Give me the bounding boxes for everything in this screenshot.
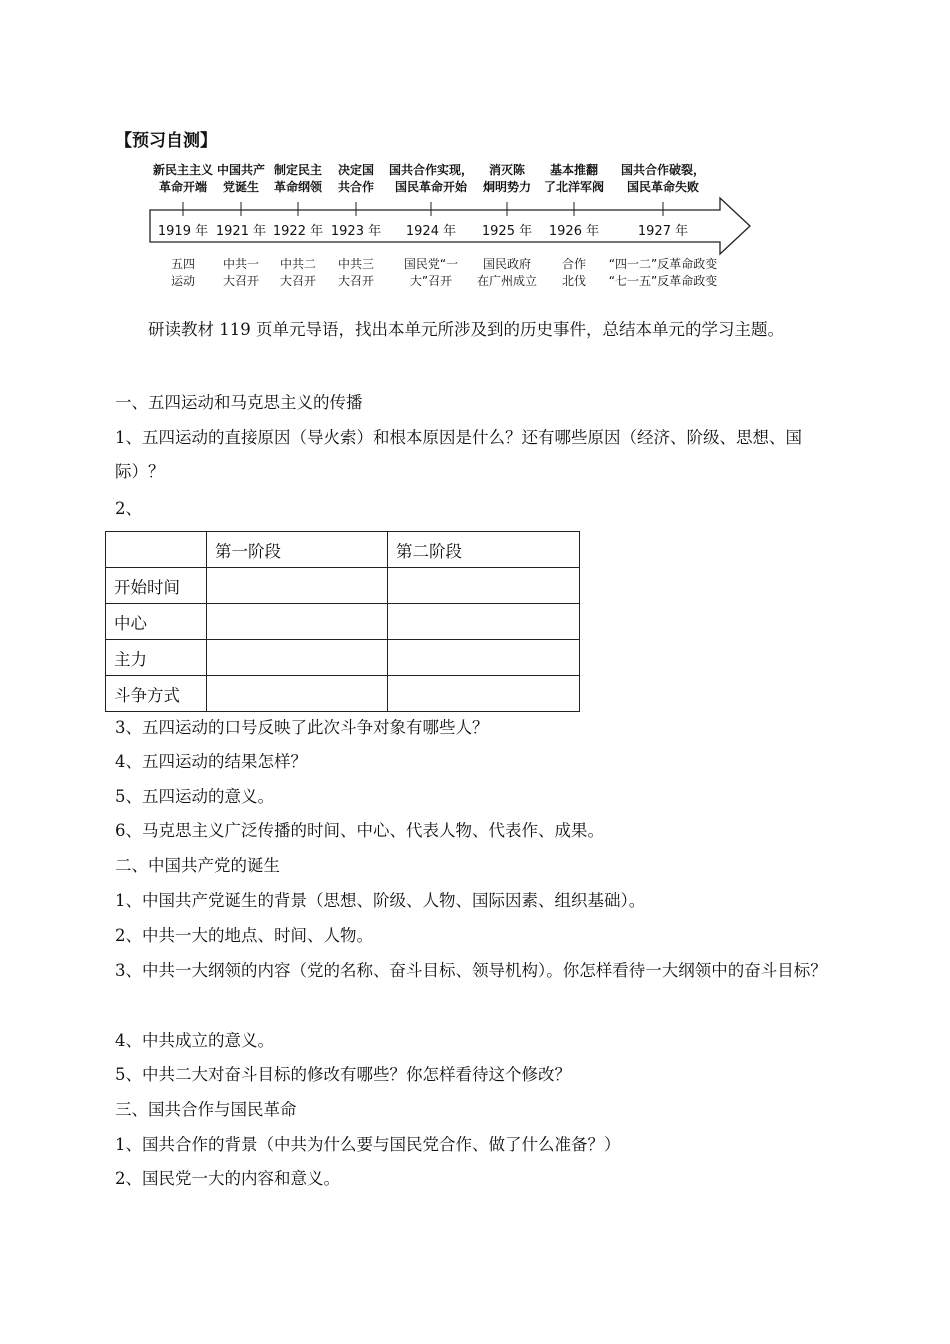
table-cell[interactable]	[207, 640, 388, 676]
section1-title: 一、五四运动和马克思主义的传播	[115, 393, 363, 412]
table-cell[interactable]	[388, 676, 580, 712]
table-cell[interactable]	[388, 568, 580, 604]
section1-question-1: 1、五四运动的直接原因（导火索）和根本原因是什么？还有哪些原因（经济、阶级、思想、国际）？	[115, 428, 802, 481]
timeline-event-bottom: 中共二 大召开	[279, 257, 317, 288]
section2-question-1: 1、中国共产党诞生的背景（思想、阶级、人物、国际因素、组织基础）。	[115, 891, 646, 910]
section2-title: 二、中国共产党的诞生	[115, 856, 280, 875]
timeline-event-bottom: 中共一 大召开	[222, 257, 260, 288]
section2-question-2: 2、中共一大的地点、时间、人物。	[115, 926, 373, 945]
section1-question-5: 5、五四运动的意义。	[115, 787, 274, 806]
timeline-event-top: 消灭陈 炯明势力	[482, 163, 532, 194]
section3-question-2: 2、国民党一大的内容和意义。	[115, 1169, 340, 1188]
timeline-figure	[140, 158, 760, 290]
table-row	[106, 640, 580, 676]
section1-question-6: 6、马克思主义广泛传播的时间、中心、代表人物、代表作、成果。	[115, 821, 604, 840]
table-cell[interactable]	[207, 676, 388, 712]
table-cell[interactable]	[388, 640, 580, 676]
timeline-event-top: 国共合作破裂， 国民革命失败	[620, 163, 706, 194]
timeline-event-bottom: “四一二”反革命政变 “七一五”反革命政变	[608, 257, 718, 288]
table-row	[106, 676, 580, 712]
timeline-year: 1919 年	[157, 224, 209, 239]
timeline-year: 1926 年	[548, 224, 600, 239]
table-row-label: 主力	[106, 640, 207, 676]
timeline-event-top: 中国共产 党诞生	[216, 163, 266, 194]
table-row	[106, 568, 580, 604]
timeline-year: 1922 年	[272, 224, 324, 239]
section1-question-3: 3、五四运动的口号反映了此次斗争对象有哪些人？	[115, 718, 489, 737]
timeline-event-top: 国共合作实现， 国民革命开始	[388, 163, 474, 194]
timeline-event-bottom: 国民党“一 大”召开	[403, 257, 459, 288]
timeline-year: 1923 年	[330, 224, 382, 239]
table-row-label: 中心	[106, 604, 207, 640]
table-row-label: 斗争方式	[106, 676, 207, 712]
timeline-event-bottom: 五四 运动	[170, 257, 196, 288]
table-header-cell: 第二阶段	[388, 532, 580, 568]
section3-title: 三、国共合作与国民革命	[115, 1100, 297, 1119]
timeline-event-top: 新民主主义 革命开端	[152, 163, 214, 194]
table-cell[interactable]	[388, 604, 580, 640]
section1-question-2: 2、	[115, 499, 142, 518]
section2-question-3: 3、中共一大纲领的内容（党的名称、奋斗目标、领导机构）。你怎样看待一大纲领中的奋斗目标？	[115, 961, 827, 980]
movement-stages-table	[105, 531, 580, 712]
timeline-year: 1924 年	[405, 224, 457, 239]
intro-paragraph: 研读教材 119 页单元导语，找出本单元所涉及到的历史事件，总结本单元的学习主题。	[148, 320, 784, 339]
section2-question-4: 4、中共成立的意义。	[115, 1031, 274, 1050]
table-header-cell	[106, 532, 207, 568]
section3-question-1: 1、国共合作的背景（中共为什么要与国民党合作、做了什么准备？）	[115, 1135, 621, 1154]
table-cell[interactable]	[207, 568, 388, 604]
timeline-event-bottom: 国民政府 在广州成立	[476, 257, 538, 288]
section-heading: 【预习自测】	[115, 131, 217, 151]
table-row-label: 开始时间	[106, 568, 207, 604]
timeline-event-top: 决定国 共合作	[337, 163, 375, 194]
timeline-event-top: 制定民主 革命纲领	[273, 163, 323, 194]
timeline-event-bottom: 中共三 大召开	[337, 257, 375, 288]
section1-question-4: 4、五四运动的结果怎样？	[115, 752, 307, 771]
timeline-year: 1927 年	[637, 224, 689, 239]
table-cell[interactable]	[207, 604, 388, 640]
table-row	[106, 604, 580, 640]
timeline-year: 1925 年	[481, 224, 533, 239]
table-header-cell: 第一阶段	[207, 532, 388, 568]
table-header-row	[106, 532, 580, 568]
timeline-year: 1921 年	[215, 224, 267, 239]
timeline-event-bottom: 合作 北伐	[561, 257, 587, 288]
timeline-event-top: 基本推翻 了北洋军阀	[543, 163, 605, 194]
section2-question-5: 5、中共二大对奋斗目标的修改有哪些？你怎样看待这个修改？	[115, 1065, 571, 1084]
